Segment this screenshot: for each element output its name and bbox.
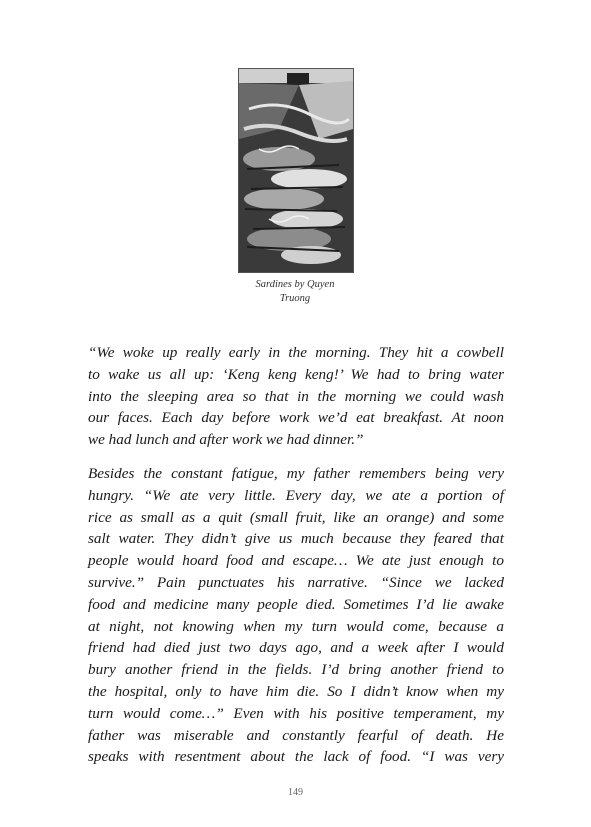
text-line: speaks with resentment about the lack of food. “I was very: [88, 748, 504, 766]
paragraph-2: [88, 463, 504, 768]
caption-line-1: Sardines by Quyen: [255, 279, 335, 290]
text-line: into the sleeping area so that in the morning we could wash: [88, 387, 504, 405]
text-line: survive.” Pain punctuates his narrative. “Since we lacked: [88, 573, 504, 591]
paragraph-1: [88, 342, 504, 451]
text-line: our faces. Each day before work we’d eat breakfast. At noon: [88, 409, 504, 427]
text-line: bury another friend in the fields. I’d bring another friend to: [88, 661, 504, 679]
body-text: [88, 342, 504, 780]
text-line: hungry. “We ate very little. Every day, we ate a portion of: [88, 486, 504, 504]
woodcut-illustration: [239, 69, 353, 272]
text-line: to wake us all up: ‘Keng keng keng!’ We had to bring water: [88, 365, 504, 383]
text-line: turn would come…” Even with his positive temperament, my: [88, 704, 504, 722]
text-line: “We woke up really early in the morning. They hit a cowbell: [88, 344, 504, 361]
text-line: food and medicine many people died. Sometimes I’d lie awake: [88, 595, 504, 613]
text-line: father was miserable and constantly fearful of death. He: [88, 726, 504, 744]
text-line: we had lunch and after work we had dinner.”: [88, 431, 364, 449]
text-line: rice as small as a quit (small fruit, like an orange) and some: [88, 508, 504, 526]
text-line: people would hoard food and escape… We ate just enough to: [88, 552, 504, 570]
page-number: 149: [288, 787, 303, 798]
text-line: at night, not knowing when my turn would come, because a: [88, 617, 504, 635]
caption-line-2: Truong: [279, 293, 311, 304]
text-line: friend had died just two days ago, and a week after I would: [88, 639, 504, 657]
artwork-image: [238, 68, 354, 273]
figure-caption: [230, 278, 360, 306]
text-line: the hospital, only to have him die. So I didn’t know when my: [88, 682, 504, 700]
text-line: salt water. They didn’t give us much because they feared that: [88, 530, 504, 548]
text-line: Besides the constant fatigue, my father remembers being very: [88, 464, 504, 482]
